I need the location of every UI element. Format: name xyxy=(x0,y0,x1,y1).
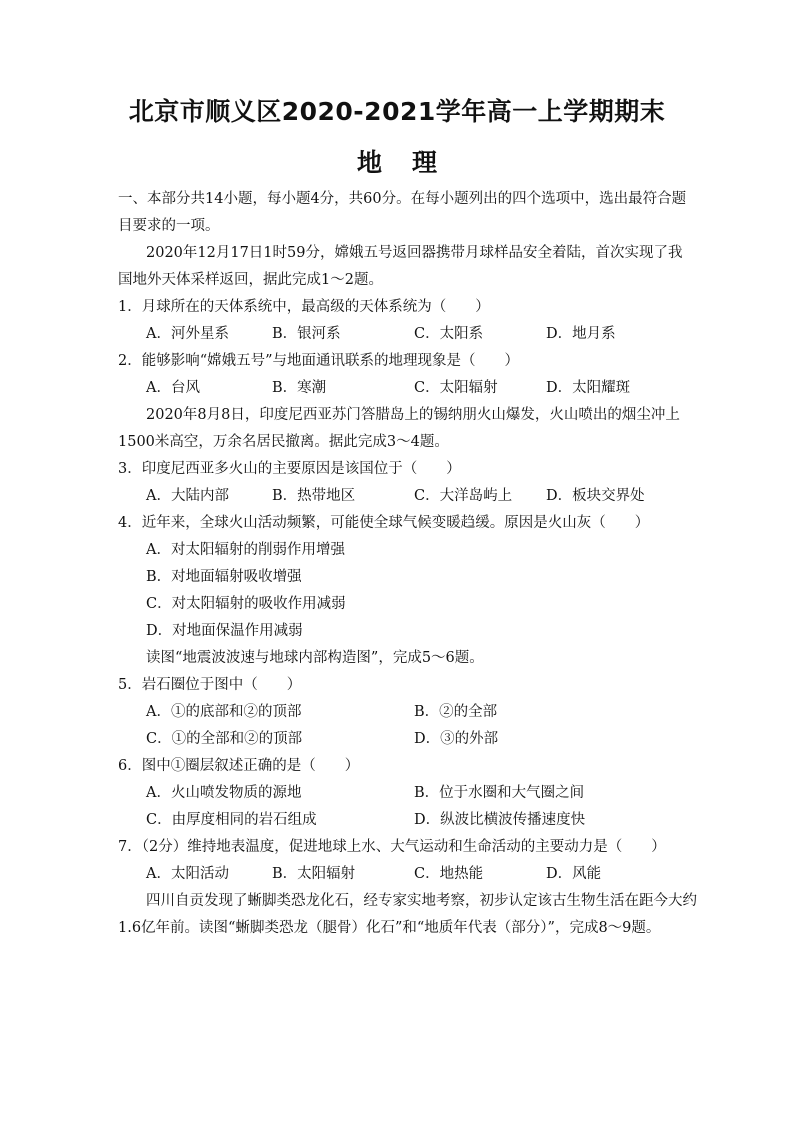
option-d: D．太阳耀斑 xyxy=(546,380,631,396)
option-b: B．②的全部 xyxy=(414,704,498,720)
question-5-options-row1 xyxy=(0,702,794,722)
passage-volcano-line2: 1500米高空，万余名居民撤离。据此完成3～4题。 xyxy=(118,434,449,450)
option-d: D．地月系 xyxy=(546,326,616,342)
option-a: A．①的底部和②的顶部 xyxy=(146,704,302,720)
option-c: C．太阳辐射 xyxy=(414,380,498,396)
question-6-options-row2 xyxy=(0,810,794,830)
question-1-options xyxy=(0,324,794,344)
option-c: C．地热能 xyxy=(414,866,484,882)
section-instructions-line1: 一、本部分共14小题，每小题4分，共60分。在每小题列出的四个选项中，选出最符合题 xyxy=(118,191,687,207)
option-a: A．台风 xyxy=(146,380,200,396)
option-c: C．由厚度相同的岩石组成 xyxy=(146,812,317,828)
question-7-options xyxy=(0,864,794,884)
option-b: B．寒潮 xyxy=(272,380,327,396)
option-a: A．太阳活动 xyxy=(146,866,229,882)
option-d: D．板块交界处 xyxy=(546,488,645,504)
exam-title: 北京市顺义区2020-2021学年高一上学期期末 xyxy=(128,97,666,126)
option-b: B．太阳辐射 xyxy=(272,866,356,882)
question-2-options xyxy=(0,378,794,398)
option-a: A．河外星系 xyxy=(146,326,229,342)
option-b: B．对地面辐射吸收增强 xyxy=(146,569,302,585)
option-b: B．热带地区 xyxy=(272,488,356,504)
question-5-options-row2 xyxy=(0,729,794,749)
option-c: C．对太阳辐射的吸收作用减弱 xyxy=(146,596,346,612)
passage-chang-e-line1: 2020年12月17日1时59分，嫦娥五号返回器携带月球样品安全着陆，首次实现了我 xyxy=(146,245,683,261)
question-6-options-row1 xyxy=(0,783,794,803)
question-3-options xyxy=(0,486,794,506)
option-a: A．火山喷发物质的源地 xyxy=(146,785,302,801)
passage-dinosaur-line2: 1.6亿年前。读图“蜥脚类恐龙（腿骨）化石”和“地质年代表（部分）”，完成8～9题。 xyxy=(118,920,661,936)
option-d: D．纵波比横波传播速度快 xyxy=(414,812,586,828)
option-d: D．风能 xyxy=(546,866,602,882)
option-d: D．对地面保温作用减弱 xyxy=(146,623,303,639)
passage-seismic-figure: 读图“地震波波速与地球内部构造图”，完成5～6题。 xyxy=(146,650,484,666)
question-6-stem: 6．图中①圈层叙述正确的是（ ） xyxy=(118,758,360,774)
question-3-stem: 3．印度尼西亚多火山的主要原因是该国位于（ ） xyxy=(118,461,461,477)
section-instructions-line2: 目要求的一项。 xyxy=(118,218,220,234)
question-2-stem: 2．能够影响“嫦娥五号”与地面通讯联系的地理现象是（ ） xyxy=(118,353,520,369)
question-7-stem: 7．（2分）维持地表温度，促进地球上水、大气运动和生命活动的主要动力是（ ） xyxy=(118,839,666,855)
option-b: B．位于水圈和大气圈之间 xyxy=(414,785,585,801)
subject-title: 地理 xyxy=(356,148,467,177)
option-c: C．①的全部和②的顶部 xyxy=(146,731,303,747)
passage-dinosaur-line1: 四川自贡发现了蜥脚类恐龙化石，经专家实地考察，初步认定该古生物生活在距今大约 xyxy=(146,893,697,909)
question-4-stem: 4．近年来，全球火山活动频繁，可能使全球气候变暖趋缓。原因是火山灰（ ） xyxy=(118,515,650,531)
option-c: C．大洋岛屿上 xyxy=(414,488,513,504)
option-b: B．银河系 xyxy=(272,326,341,342)
option-d: D．③的外部 xyxy=(414,731,499,747)
passage-chang-e-line2: 国地外天体采样返回，据此完成1～2题。 xyxy=(118,272,383,288)
question-1-stem: 1．月球所在的天体系统中，最高级的天体系统为（ ） xyxy=(118,299,490,315)
option-c: C．太阳系 xyxy=(414,326,484,342)
option-a: A．大陆内部 xyxy=(146,488,229,504)
question-5-stem: 5．岩石圈位于图中（ ） xyxy=(118,677,302,693)
passage-volcano-line1: 2020年8月8日，印度尼西亚苏门答腊岛上的锡纳朋火山爆发，火山喷出的烟尘冲上 xyxy=(146,407,680,423)
option-a: A．对太阳辐射的削弱作用增强 xyxy=(146,542,345,558)
